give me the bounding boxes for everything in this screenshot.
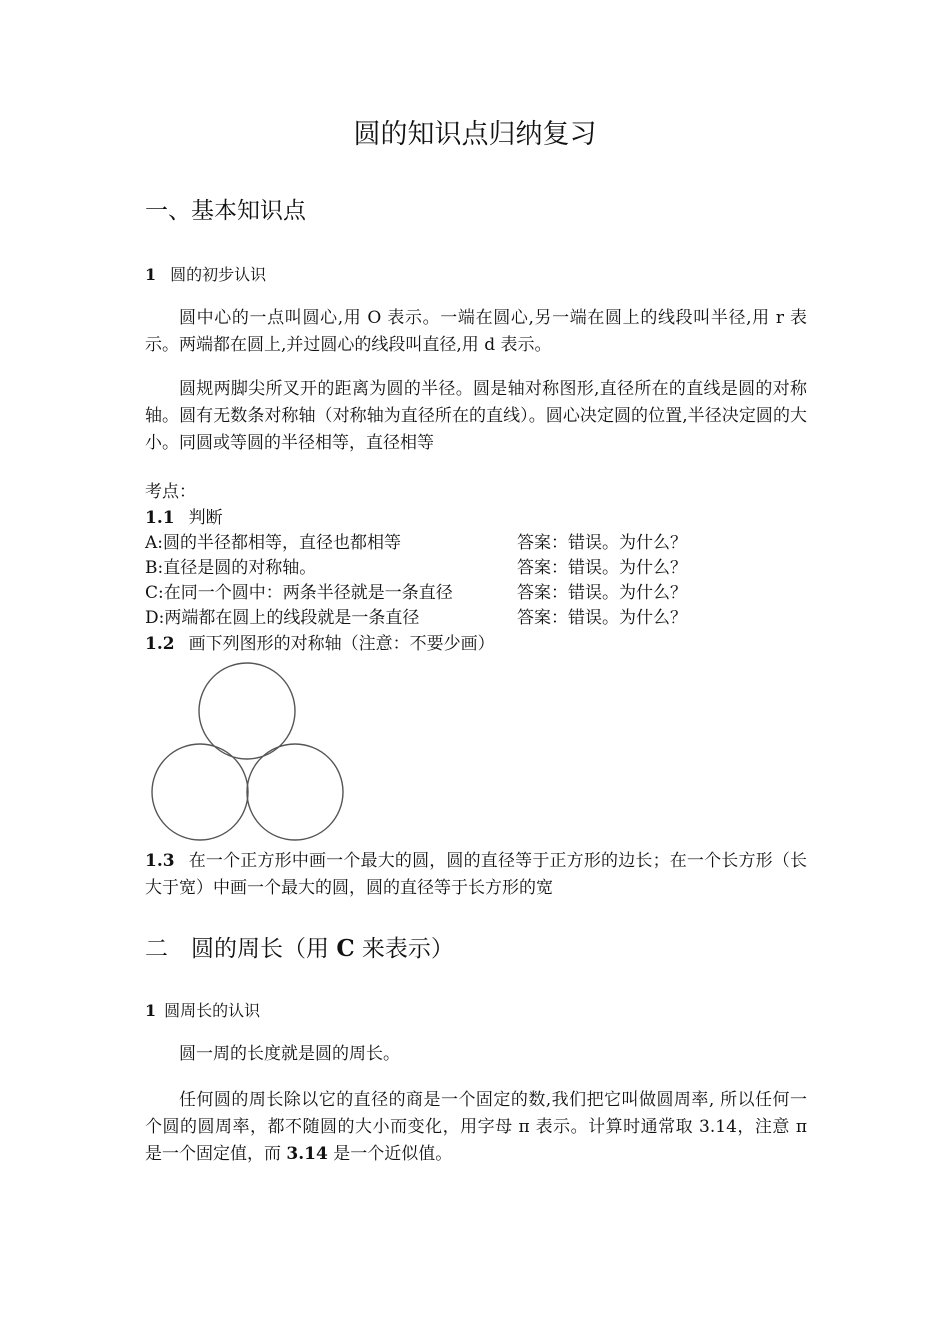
judgment-a-answer: 答案：错误。为什么？	[517, 533, 687, 553]
judgment-b-answer: 答案：错误。为什么？	[517, 558, 687, 578]
question-1-3-paragraph	[145, 848, 807, 902]
subsection-1-label: 圆的初步认识	[170, 265, 267, 284]
bottom-left-circle	[152, 744, 248, 840]
page-title: 圆的知识点归纳复习	[353, 119, 597, 150]
circumference-subsection-heading	[145, 998, 260, 1021]
question-1-2-number: 1.2	[145, 634, 175, 654]
section-2-heading-prefix: 二 圆的周长（用	[145, 936, 337, 962]
section-1-heading: 一、基本知识点	[145, 198, 306, 224]
question-1-3-number: 1.3	[145, 851, 175, 871]
judgment-d-question: D:两端都在圆上的线段就是一条直径	[145, 608, 420, 628]
question-1-1-label: 判断	[188, 508, 223, 528]
bottom-right-circle	[247, 744, 343, 840]
properties-paragraph: 圆规两脚尖所叉开的距离为圆的半径。圆是轴对称图形,直径所在的直线是圆的对称轴。圆有无数条对称轴（对称轴为直径所在的直线）。圆心决定圆的位置,半径决定圆的大小。同圆或等圆的半径相等，直径相等	[145, 379, 807, 453]
kaodian-label: 考点：	[145, 482, 196, 502]
section-2-heading-suffix: 来表示）	[354, 936, 454, 962]
judgment-c-question: C:在同一个圆中：两条半径就是一条直径	[145, 583, 453, 603]
question-1-3-text: 在一个正方形中画一个最大的圆，圆的直径等于正方形的边长；在一个长方形（长大于宽）中画一个最大的圆，圆的直径等于长方形的宽	[145, 851, 807, 898]
section-2-heading-symbol: C	[336, 935, 355, 962]
definition-paragraph: 圆中心的一点叫圆心,用 O 表示。一端在圆心,另一端在圆上的线段叫半径,用 r 表示。两端都在圆上,并过圆心的线段叫直径,用 d 表示。	[145, 308, 807, 355]
judgment-b-question: B:直径是圆的对称轴。	[145, 558, 317, 578]
question-1-2-label: 画下列图形的对称轴（注意：不要少画）	[188, 634, 495, 654]
top-circle	[199, 663, 295, 759]
pi-paragraph	[145, 1087, 807, 1168]
circumference-subsection-label: 圆周长的认识	[164, 1001, 261, 1020]
pi-paragraph-text: 任何圆的周长除以它的直径的商是一个固定的数,我们把它叫做圆周率, 所以任何一个圆的圆周率，都不随圆的大小而变化，用字母 π 表示。计算时通常取 3.14，注意 π 是一个固定值，而	[145, 1090, 807, 1164]
pi-paragraph-end: 是一个近似值。	[327, 1144, 453, 1164]
judgment-a-question: A:圆的半径都相等，直径也都相等	[145, 533, 402, 553]
circumference-subsection-number: 1	[145, 1001, 157, 1020]
judgment-c-answer: 答案：错误。为什么？	[517, 583, 687, 603]
subsection-1-heading	[145, 262, 266, 285]
circumference-definition: 圆一周的长度就是圆的周长。	[179, 1044, 400, 1064]
three-circles-figure	[145, 658, 355, 848]
question-1-2-heading	[145, 629, 495, 654]
question-1-1-heading	[145, 503, 223, 528]
subsection-1-number: 1	[145, 265, 157, 284]
pi-approx-value: 3.14	[286, 1144, 328, 1164]
judgment-d-answer: 答案：错误。为什么？	[517, 608, 687, 628]
section-2-heading	[145, 930, 454, 963]
question-1-1-number: 1.1	[145, 508, 175, 528]
